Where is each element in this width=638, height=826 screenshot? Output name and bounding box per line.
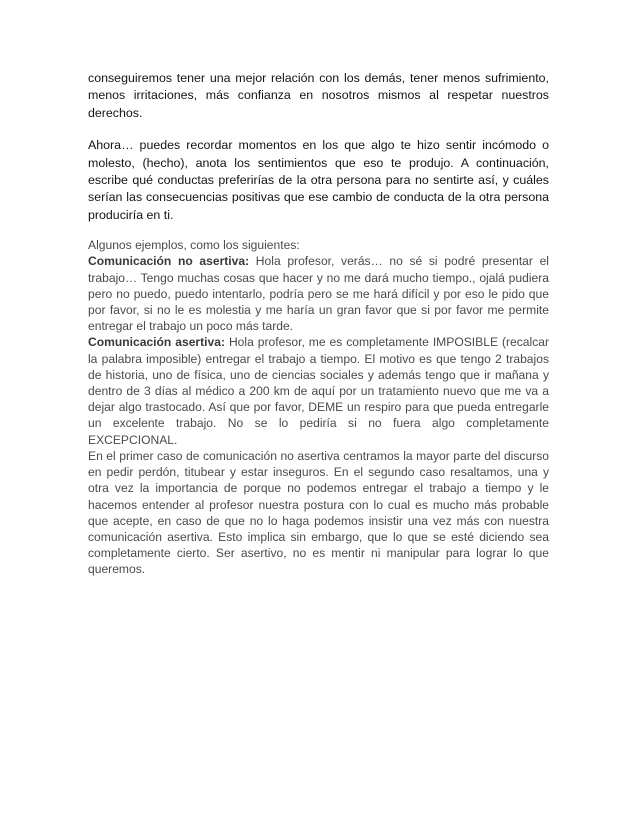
assertive-text: Hola profesor, me es completamente IMPOSIBLE (recalcar la palabra imposible) entregar el trabajo a tiempo. El motivo es que tengo 2 trabajos de historia, uno de física, uno de ciencias sociales y además tengo que ir mañana y dentro de 3 días al médico a 200 km de aquí por un tratamiento nuevo que me va a dejar algo trastocado. Así que por favor, DEME un respiro para que pueda entregarle un excelente trabajo. No se lo pediría si no fuera algo completamente EXCEPCIONAL. bbox=[88, 335, 549, 447]
non-assertive-text: Hola profesor, verás… no sé si podré presentar el trabajo… Tengo muchas cosas que hacer y no me dará mucho tiempo., ojalá pudiera pero no puedo, puedo intentarlo, podría pero se me hará difícil y por eso le pido que por favor, si no le es molestia y me haría un gran favor que si por favor me permite entregar el trabajo un poco más tarde. bbox=[88, 254, 549, 334]
examples-section bbox=[88, 237, 549, 577]
examples-intro: Algunos ejemplos, como los siguientes: bbox=[88, 238, 300, 253]
paragraph-rights: conseguiremos tener una mejor relación con los demás, tener menos sufrimiento, menos irritaciones, más confianza en nosotros mismos al respetar nuestros derechos. bbox=[88, 71, 549, 120]
example-non-assertive bbox=[88, 253, 549, 334]
assertive-label: Comunicación asertiva: bbox=[88, 335, 226, 350]
paragraph-exercise: Ahora… puedes recordar momentos en los que algo te hizo sentir incómodo o molesto, (hecho), anota los sentimientos que eso te produjo. A continuación, escribe qué conductas preferirías de la otra persona para no sentirte así, y cuáles serían las consecuencias positivas que ese cambio de conducta de la otra persona produciría en ti. bbox=[88, 138, 549, 222]
examples-conclusion: En el primer caso de comunicación no asertiva centramos la mayor parte del discurso en pedir perdón, titubear y estar inseguros. En el segundo caso resaltamos, una y otra vez la importancia de porque no podemos entregar el trabajo a tiempo y le hacemos entender al profesor nuestra postura con lo cual es mucho más probable que acepte, en caso de que no lo haga podemos insistir una vez más con nuestra comunicación asertiva. Esto implica sin embargo, que lo que se esté diciendo sea completamente cierto. Ser asertivo, no es mentir ni manipular para lograr lo que queremos. bbox=[88, 448, 549, 577]
example-assertive bbox=[88, 334, 549, 447]
non-assertive-label: Comunicación no asertiva: bbox=[88, 254, 250, 269]
document-page bbox=[88, 70, 549, 578]
